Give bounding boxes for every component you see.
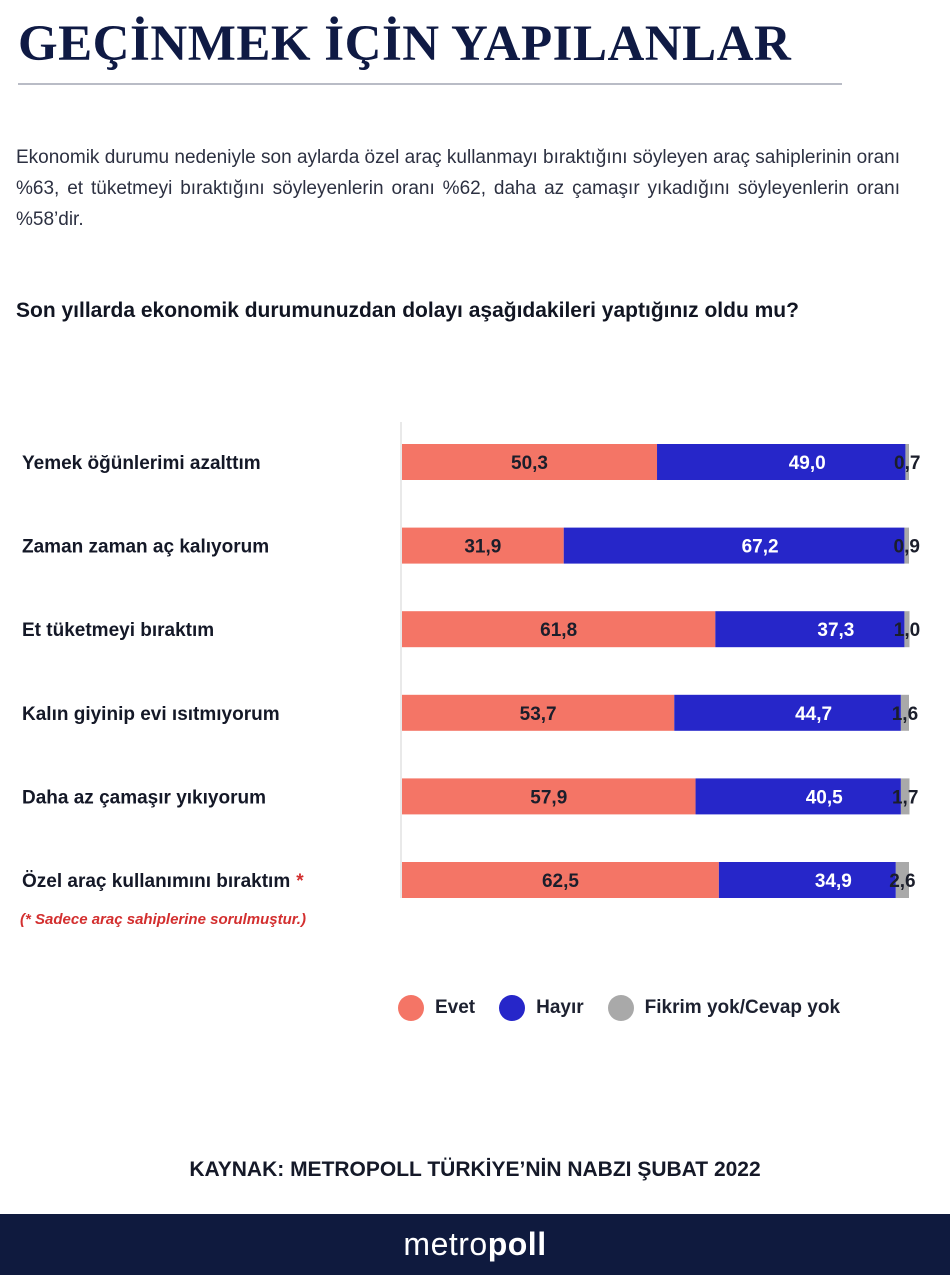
footer-bar (0, 1214, 950, 1275)
intro-paragraph: Ekonomik durumu nedeniyle son aylarda özel araç kullanmayı bıraktığını söyleyen araç sahiplerinin oranı %63, et tüketmeyi bıraktığını söyleyenlerin oranı %62, daha az çamaşır yıkadığını söyleyenlerin oranı %58’dir. (16, 147, 900, 230)
page-title: GEÇİNMEK İÇİN YAPILANLAR (18, 16, 792, 72)
legend-label: Hayır (536, 997, 584, 1018)
bar-segment-hayir (715, 611, 904, 647)
data-label: 34,9 (814, 871, 852, 892)
logo-part-metro: metro (403, 1226, 488, 1262)
data-label: 37,3 (817, 620, 855, 642)
footnote: (* Sadece araç sahiplerine sorulmuştur.) (20, 911, 306, 928)
logo-part-poll: poll (487, 1226, 547, 1262)
category-label: Kalın giyinip evi ısıtmıyorum (22, 703, 280, 725)
title-divider (18, 83, 842, 85)
data-label: 2,6 (889, 871, 916, 892)
data-label: 57,9 (530, 787, 568, 809)
data-label: 67,2 (741, 536, 779, 558)
data-label: 61,8 (540, 620, 578, 642)
legend-swatch (608, 995, 634, 1021)
stacked-bar-chart (0, 400, 950, 900)
legend-item (499, 995, 584, 1021)
data-label: 50,3 (511, 453, 549, 474)
bar-segment-hayir (564, 528, 905, 564)
data-label: 49,0 (788, 453, 826, 474)
metropoll-logo (403, 1226, 546, 1263)
category-label: Yemek öğünlerimi azalttım (22, 453, 261, 474)
legend-swatch (499, 995, 525, 1021)
legend-swatch (398, 995, 424, 1021)
source-line: KAYNAK: METROPOLL TÜRKİYE’NİN NABZI ŞUBAT 2022 (189, 1158, 761, 1181)
data-label: 1,0 (893, 620, 921, 642)
data-label: 44,7 (795, 703, 833, 725)
data-label: 0,9 (893, 536, 920, 558)
legend-item (398, 995, 475, 1021)
category-asterisk: * (296, 871, 304, 892)
chart-legend (398, 990, 840, 1026)
data-label: 1,7 (891, 787, 919, 809)
legend-item (608, 995, 840, 1021)
bar-segment-hayir (696, 778, 901, 814)
category-label: Özel araç kullanımını bıraktım (22, 871, 291, 892)
chart-question: Son yıllarda ekonomik durumunuzdan dolayı aşağıdakileri yaptığınız oldu mu? (16, 299, 799, 322)
data-label: 62,5 (541, 871, 579, 892)
category-label: Daha az çamaşır yıkıyorum (22, 787, 266, 809)
data-label: 1,6 (891, 703, 919, 725)
data-label: 40,5 (805, 787, 843, 809)
bar-segment-hayir (674, 695, 901, 731)
bar-segment-hayir (657, 444, 905, 480)
category-label: Et tüketmeyi bıraktım (22, 620, 215, 642)
category-label: Zaman zaman aç kalıyorum (22, 536, 270, 558)
data-label: 31,9 (464, 536, 502, 558)
legend-label: Evet (435, 997, 476, 1018)
data-label: 0,7 (894, 453, 921, 474)
data-label: 53,7 (519, 703, 557, 725)
legend-label: Fikrim yok/Cevap yok (644, 997, 841, 1018)
bar-segment-hayir (719, 862, 896, 898)
